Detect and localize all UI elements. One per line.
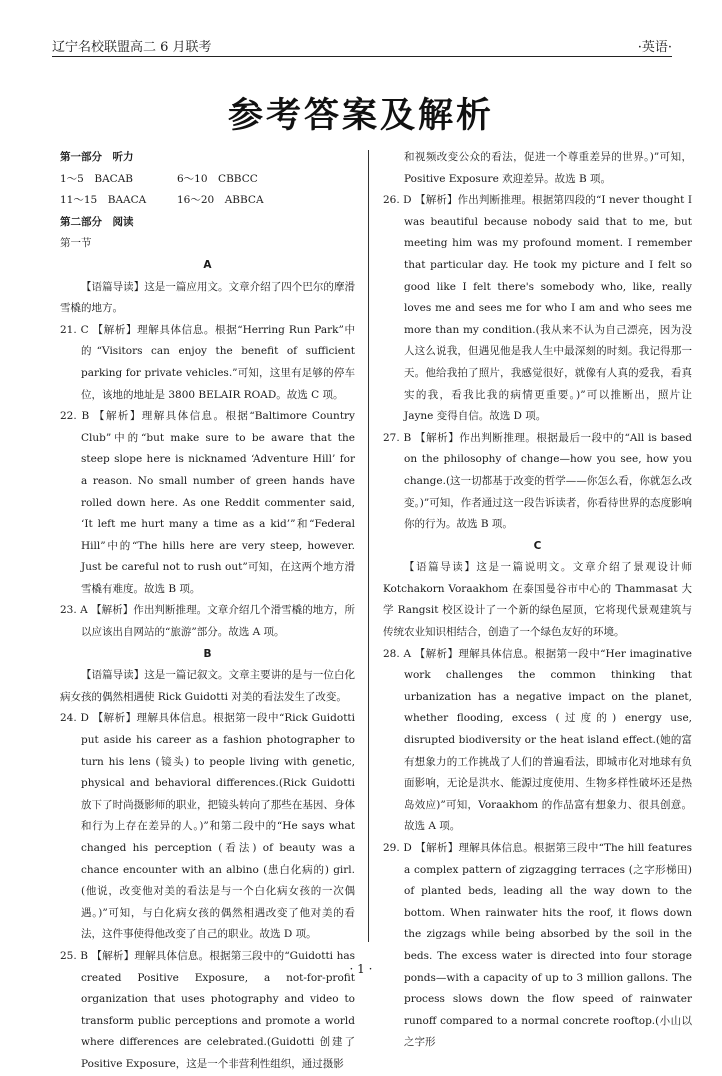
answer-key-cell: 11～15 BAACA <box>60 194 147 207</box>
answer-key-cell: 16～20 ABBCA <box>177 194 264 207</box>
answer-q26: 26. D 【解析】作出判断推理。根据第四段的“I never thought I was beautiful because nobody said that to me, but meeting him was my profound moment. I remember that particular day. He took my picture and I felt so good like I felt there's somebody who, like, really loves me and sees me for who I am and who sees me more than my condition.(我从来不认为自己漂亮，因为没人这么说我，但遇见他是我人生中最深刻的时刻。我记得那一天。他给我拍了照片，我感觉很好，就像有人真的爱我，看真实的我，看我比我的病情更重要。)”可以推断出，照片让 Jayne 变得自信。故选 D 项。 <box>383 194 692 423</box>
left-column <box>60 147 355 1076</box>
passage-a-heading: A <box>203 258 212 271</box>
passage-b-intro: 【语篇导读】这是一篇记叙文。文章主要讲的是与一位白化病女孩的偶然相遇使 Rick Guidotti 对美的看法发生了改变。 <box>60 669 355 703</box>
answer-key-cell: 1～5 BACAB <box>60 172 133 185</box>
right-column <box>383 147 692 1054</box>
answer-q25: 25. B 【解析】理解具体信息。根据第三段中的“Guidotti has created Positive Exposure, a not-for-profit organization that uses photography and video to transform public perceptions and promote a world where differences are celebrated.(Guidotti 创建了 Positive Exposure，这是一个非营利性组织，通过摄影 <box>60 949 355 1070</box>
answer-key-row <box>60 169 355 191</box>
passage-b-heading: B <box>203 647 212 660</box>
subject-label: ·英语· <box>637 40 672 55</box>
passage-c-heading: C <box>533 539 542 552</box>
answer-q23: 23. A 【解析】作出判断推理。文章介绍几个滑雪橇的地方，所以应该出自网站的“旅游”部分。故选 A 项。 <box>60 604 355 639</box>
page-header <box>52 34 672 57</box>
section-label: 第一节 <box>60 237 92 250</box>
answer-q24: 24. D 【解析】理解具体信息。根据第一段中“Rick Guidotti put aside his career as a fashion photographer to turn his lens (镜头) to people living with genetic, physical and behavioral differences.(Rick Guidotti 放下了时尚摄影师的职业，把镜头转向了那些在基因、身体和行为上存在差异的人。)”和第二段中的“He says what changed his perception (看法) of beauty was a chance encounter with an albino (患白化病的) girl.(他说，改变他对美的看法是与一个白化病女孩的一次偶遇。)”可知，与白化病女孩的偶然相遇改变了他对美的看法，这件事使得他改变了自己的职业。故选 D 项。 <box>60 712 355 941</box>
page-number: · 1 · <box>349 962 373 976</box>
answer-q25-continued: 和视频改变公众的看法，促进一个尊重差异的世界。)”可知，Positive Exposure 欢迎差异。故选 B 项。 <box>404 151 692 185</box>
passage-a-intro: 【语篇导读】这是一篇应用文。文章介绍了四个巴尔的摩滑雪橇的地方。 <box>60 280 355 315</box>
answer-q28: 28. A 【解析】理解具体信息。根据第一段中“Her imaginative work challenges the common thinking that urbanization has a negative impact on the planet, whether flooding, excess (过度的) energy use, disrupted biodiversity or the heat island effect.(她的富有想象力的工作挑战了人们的普遍看法，即城市化对地球有负面影响，无论是洪水、能源过度使用、生物多样性破坏还是热岛效应)”可知，Voraakhom 的作品富有想象力、很具创意。故选 A 项。 <box>383 647 692 833</box>
passage-c-intro: 【语篇导读】这是一篇说明文。文章介绍了景观设计师 Kotchakorn Voraakhom 在泰国曼谷市中心的 Thammasat 大学 Rangsit 校区设计了一个新的绿色屋顶，它将现代景观建筑与传统农业知识相结合，创造了一个绿色友好的环境。 <box>383 561 692 639</box>
exam-name: 辽宁名校联盟高二 6 月联考 <box>52 40 212 55</box>
answer-q29: 29. D 【解析】理解具体信息。根据第三段中“The hill features a complex pattern of zigzagging terraces (之字形梯田) of planted beds, leading all the way down to the bottom. When rainwater hits the roof, it flows down the zigzags while being absorbed by the soil in the beds. The excess water is directed into four storage ponds—with a capacity of up to 3 million gallons. The process slows down the flow speed of rainwater runoff compared to a normal concrete rooftop.(小山以之字形 <box>383 842 692 1049</box>
page-title: 参考答案及解析 <box>227 96 494 136</box>
answer-q22: 22. B 【解析】理解具体信息。根据“Baltimore Country Club”中的“but make sure to be aware that the steep slope here is nicknamed ‘Adventure Hill’ for a reason. No small number of green hands have rolled down here. As one Reddit commenter said, ‘It left me hurt many a time as a kid’”和“Federal Hill”中的“The hills here are very steep, however. Just be careful not to rush out”可知，在这两个地方滑雪橇有难度。故选 B 项。 <box>60 410 355 595</box>
part2-heading: 第二部分 阅读 <box>60 215 134 228</box>
answer-key-row <box>60 190 355 212</box>
answer-q21: 21. C 【解析】理解具体信息。根据“Herring Run Park”中的“Visitors can enjoy the benefit of sufficient parking for private vehicles.”可知，这里有足够的停车位，该地的地址是 3800 BELAIR ROAD。故选 C 项。 <box>60 323 355 401</box>
answer-key-cell: 6～10 CBBCC <box>177 172 258 185</box>
column-divider <box>368 150 369 942</box>
answer-q27: 27. B 【解析】作出判断推理。根据最后一段中的“All is based on the philosophy of change—how you see, how you change.(这一切都基于改变的哲学——你怎么看，你就怎么改变。)”可知，作者通过这一段告诉读者，你看待世界的态度影响你的行为。故选 B 项。 <box>383 431 692 531</box>
part1-heading: 第一部分 听力 <box>60 151 134 163</box>
